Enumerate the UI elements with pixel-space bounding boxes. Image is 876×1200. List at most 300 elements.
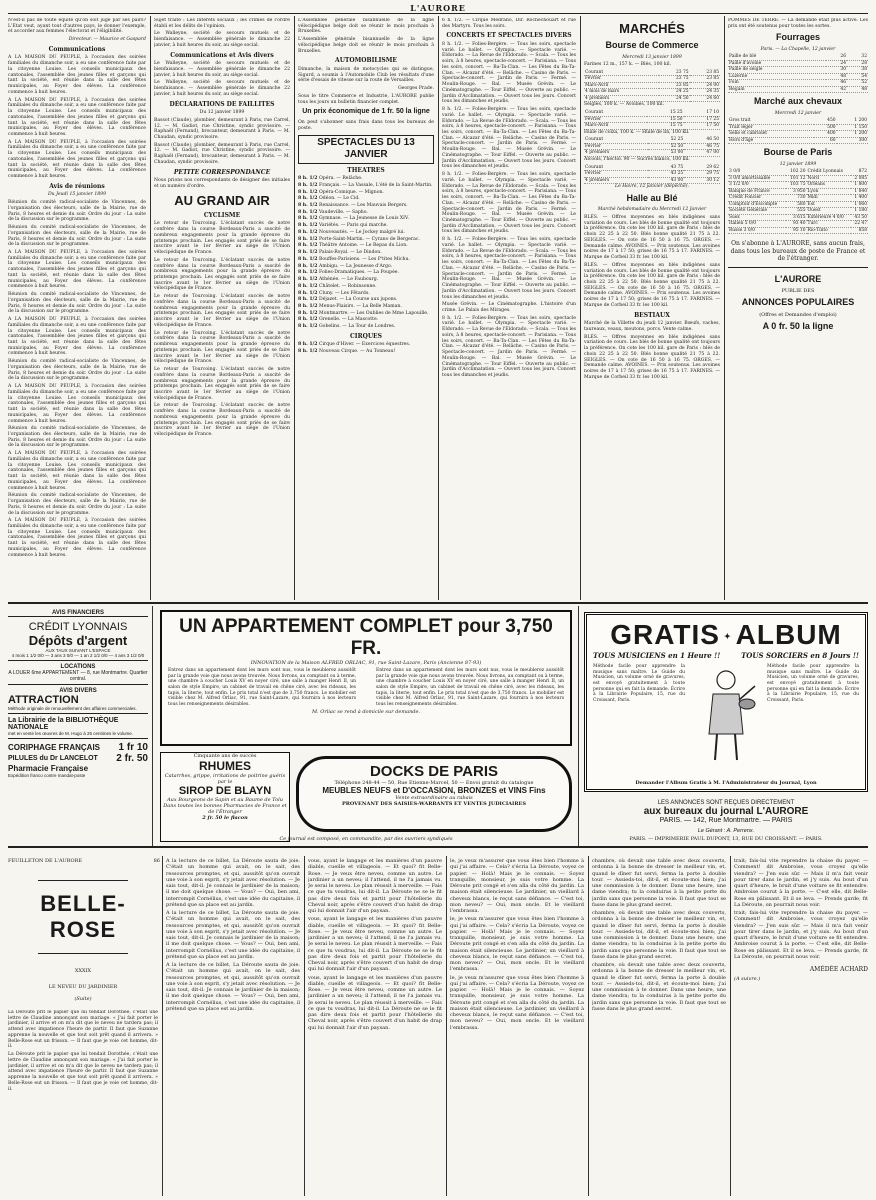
article-text: 8 h. 1/2. — Folies-Bergère. — Tous les soirs, spectacle varié. Le ballet. — Olympia. — Spectacle varié. — Eldorado. — La Revue de l'Eldorado. — Scala. — Tous les soirs, à 8 heures, spectacle-concert. — Parisiana. — Tous les soirs, concert. — Ba-Ta-Clan. — Les Fêtes du Ba-Ta-Clan. — Alcazar d'été. — Relâche. — Casino de Paris. — Spectacle-concert. — Jardin de Paris. — Fermé. — Moulin-Rouge. — Bal. — Musée Grévin. — Le Cinématographe. — Tour Eiffel. — Ouverte au public. — Jardin d'Acclimatation. — Ouvert tous les jours. Concert tous les dimanches et jeudis. bbox=[442, 172, 576, 235]
table-cell: 60 bbox=[814, 137, 836, 144]
table-cell: Selle et cabriolet bbox=[728, 131, 814, 138]
listing-time: 8 h. 1/2 bbox=[298, 223, 320, 229]
feuilleton-paragraph: chambre, où devait une table avec deux couverts, ordonna à la bonne de dresser le meilleur vin, et, quand le dîner fut servi, ferma la porte à double tour. — Assieds-toi, dit-il, et écoute-moi bien; j'ai une commission à te donner. Dans une heure, une dame viendra; tu la conduiras à la petite porte du jardin sans que personne la voie. Il faut que tout se fasse dans le plus grand secret. bbox=[592, 962, 726, 1012]
listing-text: Porte-Saint-Martin. — Cyrano de Bergerac. bbox=[319, 236, 420, 242]
listing-row bbox=[298, 257, 434, 263]
feuilleton-paragraph: A la lecture de ce billet, La Déroute sauta de joie. C'était un homme qui avait, on le sait, des ressources promptes, et qui, aussitôt qu'on ouvrait une voie à son esprit, s'y jetait avec résolution. — Je sais tout, dit-il. Je connais le jardinier de la maison; il me doit quelque chose. — Vous? — Oui, ben ami, interrompit Cornélius, c'est une idée du capitaine, il prétend que sa place est au jardin. bbox=[166, 962, 300, 1012]
table-cell: 24 00 bbox=[690, 82, 720, 89]
column-rule bbox=[446, 856, 447, 1196]
listing-row bbox=[298, 176, 434, 182]
section-heading: CYCLISME bbox=[203, 211, 241, 219]
listing-row bbox=[298, 203, 434, 209]
table-cell: 101 12 bbox=[786, 175, 806, 182]
librairie-ad: La Librairie de la BIBLIOTHÈQUE NATIONALE bbox=[8, 717, 119, 731]
alcools-table bbox=[584, 165, 720, 185]
table-cell: 95 10 bbox=[786, 227, 806, 234]
listing-row bbox=[298, 304, 434, 310]
column-rule bbox=[724, 16, 725, 600]
listing-time: 8 h. 1/2 bbox=[298, 182, 320, 188]
article-text: Réunion du comité radical-socialiste de Vincennes, de l'organisation des électeurs, salle de la Mairie, rue de Paris, 8 heures et demie du soir. Ordre du jour : La suite de la discussion sur le programme. bbox=[8, 292, 146, 315]
table-caption: Seigles, 100 k. — Avoines, 100 kil. bbox=[584, 102, 665, 108]
table-cell: 26 bbox=[826, 54, 847, 60]
article-text: Marché de la Villette du jeudi 12 janvier. Bœufs, vaches, taureaux, veaux, moutons, porcs. Vente calme. bbox=[584, 321, 720, 332]
table-cell: Mars-Avril bbox=[584, 82, 659, 89]
listing-time: 8 h. 1/2 bbox=[298, 243, 320, 249]
section-heading: Communications et Avis divers bbox=[170, 51, 274, 59]
article-text: BLÉS. — Offres moyennes en blés indigènes sans variation de cours. Les blés de bonne qualité ont toujours la préférence. On cote les 100 kil. gare de Paris : blés de choix 22 25 à 22 50. Blés bonne qualité 21 75 à 22. SEIGLES. — On cote de 16 50 à 16 75. ORGES. — Demande calme. AVOINES. — Prix soutenus. Les avoines noires de 17 à 17 50; grises de 16 75 à 17. FARINES. — Marque de Corbeil 33 fr. les 100 kil. bbox=[584, 262, 720, 308]
table-cell: 43 50 bbox=[851, 214, 868, 221]
listing-time: 8 h. 1/2 bbox=[298, 263, 320, 269]
article-text: Réunion du comité radical-socialiste de Vincennes, de l'organisation des électeurs, salle de la Mairie, rue de Paris, 8 heures et demie du soir. Ordre du jour : La suite de la discussion sur le programme. bbox=[8, 200, 146, 223]
docks-line2: Vente extraordinaire au rabais bbox=[395, 795, 473, 801]
section-rule bbox=[8, 846, 868, 848]
listing-row bbox=[298, 230, 434, 236]
table-cell: 30 12 bbox=[684, 177, 720, 184]
table-cell: Gros trait bbox=[728, 118, 814, 124]
table-cell: 24 50 bbox=[659, 95, 689, 102]
table-row bbox=[584, 177, 720, 184]
listing-text: Vaudeville. — Sapho. bbox=[319, 209, 368, 215]
appartement-body: Entrez dans un appartement dont les murs sont nus, vous le meublerez aussitôt par la grande voie que nous avons trouvée. Nous livrons, au comptant ou à terme, une chambre à coucher Louis XV en noyer ciré, une salle à manger Henri II, un salon de style Empire, un cabinet de travail en chêne ciré, avec les rideaux, les tapis, la literie, tout enfin. Le prix total n'est que de 3,750 francs. Le mobilier est visible chez M. Alfred Orliac, 91, rue Saint-Lazare, qui fournira à nos lecteurs tous les renseignements désirables. bbox=[376, 668, 564, 707]
feuilleton-paragraph: A la lecture de ce billet, La Déroute sauta de joie. C'était un homme qui avait, on le sait, des ressources promptes, et qui, aussitôt qu'on ouvrait une voie à son esprit, s'y jetait avec résolution. — Je sais tout, dit-il. Je connais le jardinier de la maison; il me doit quelque chose. — Vous? — Oui, ben ami, interrompit Cornélius, c'est une idée du capitaine, il prétend que sa place est au jardin. bbox=[166, 858, 300, 908]
column-rule bbox=[580, 16, 581, 600]
column-rule bbox=[578, 606, 579, 846]
appartement-ad bbox=[160, 610, 572, 746]
table-cell: Crédit Lyonnais bbox=[807, 169, 852, 175]
section-heading: Avis de réunions bbox=[49, 182, 105, 190]
table-cell: Rio-Tinto bbox=[807, 227, 852, 234]
rhumes-sub: Catarrhes, grippe, irritations de poitrine guéris par le bbox=[164, 773, 286, 785]
listing-time: 8 h. 1/2 bbox=[298, 283, 320, 289]
section-heading: PETITE CORRESPONDANCE bbox=[173, 168, 271, 176]
masthead bbox=[8, 2, 868, 14]
table-cell: 4 premiers bbox=[584, 177, 648, 184]
feuilleton-col-1 bbox=[8, 870, 158, 1180]
feuilleton-text bbox=[8, 1010, 158, 1180]
ornament-icon: ✦ bbox=[723, 632, 732, 642]
table-cell: 29 75 bbox=[684, 171, 720, 178]
attraction-ad: ATTRACTION bbox=[8, 694, 79, 706]
a-suivre: (A suivre.) bbox=[734, 975, 761, 982]
feuilleton-paragraph: trait; fais-lui vite reprendre la chaise du payer. — Comment! dit Ambroise, vous croyez qu'elle viendra? — J'en suis sûr. — Mais il m'a fait venir pour tirer dans le jardin, et j'y suis. Au bout d'un quart d'heure, le bruit d'une voiture se fit entendre. Ambroise courut à la porte. — C'est elle, dit Belle-Rose en pâlissant. Et il se leva. — Prends garde, fit La Déroute, on pourrait nous voir. bbox=[734, 858, 868, 908]
sirop-sub2: Dans toutes les bonnes Pharmacies de France et de l'Étranger bbox=[163, 803, 287, 815]
listing-time: 8 h. 1/2 bbox=[298, 256, 320, 262]
table-cell: 4 mois de mars bbox=[584, 89, 659, 96]
listing-time: 8 h. 1/2 bbox=[298, 317, 320, 323]
listing-row bbox=[298, 270, 434, 276]
gratis-body: Méthode facile pour apprendre la musique sans maître. Le Guide du Musicien, un volume orné de gravures, est envoyé gratuitement à toute personne qui en fait la demande. Écrire à la Librairie Populaire, 15, rue du Croissant, Paris. bbox=[593, 664, 685, 703]
section-date: Mercredi 13 janvier 1899 bbox=[622, 54, 682, 60]
table-cell: Midi bbox=[807, 195, 852, 202]
article-text: On peut s'abonner sans frais dans tous les bureaux de poste. bbox=[298, 120, 434, 131]
table-cell: 24 bbox=[826, 60, 847, 67]
section-date: Du 12 janvier 1899 bbox=[199, 110, 245, 116]
listing-time: 8 h. 1/2 bbox=[298, 176, 320, 182]
table-cell: 52 25 bbox=[648, 137, 684, 143]
halle-heading: Halle au Blé bbox=[626, 192, 678, 203]
table-cell: 2 085 bbox=[851, 175, 868, 182]
table-cell: Suez bbox=[728, 214, 786, 221]
table-cell: 54 bbox=[847, 73, 868, 80]
coriphage-ad: CORIPHAGE FRANÇAIS bbox=[8, 743, 101, 752]
table-cell: 103 75 bbox=[786, 182, 806, 189]
table-cell: 46 50 bbox=[684, 137, 720, 143]
listing-time: 8 h. 1/2 bbox=[298, 229, 320, 235]
listing-text: Montmartre. — Les Oublies de Mme Lapouille. bbox=[319, 310, 429, 316]
listing-text: Français. — La Vassale, L'été de la Saint-Martin. bbox=[319, 182, 433, 188]
attraction-sub: Méthode originale de renouvellement des affaires commerciales. bbox=[8, 706, 148, 714]
feuilleton-header bbox=[8, 858, 160, 864]
table-cell: 32 bbox=[847, 54, 868, 60]
listing-time: 8 h. 1/2 bbox=[298, 349, 320, 355]
annonces-l2: aux bureaux du journal L'AURORE bbox=[643, 806, 809, 817]
suite-label: (Suite) bbox=[74, 996, 92, 1002]
table-cell: Banque de France bbox=[728, 188, 786, 195]
column-1 bbox=[8, 18, 146, 600]
feuilleton-label: FEUILLETON DE L'AURORE bbox=[8, 858, 83, 864]
listing-text: Palais-Royal. — Le Dindon. bbox=[319, 250, 382, 256]
docks-line3: PROVENANT DES SAISIES-WARRANTS ET VENTES JUDICIAIRES bbox=[342, 801, 526, 807]
colophon: Ce journal est composé, en commandite, par des ouvriers syndiqués bbox=[279, 836, 453, 842]
table-cell: 15 25 bbox=[647, 110, 683, 116]
listing-time: 8 h. 1/2 bbox=[298, 310, 320, 316]
article-text: A LA MAISON DU PEUPLE, à l'occasion des soirées familiales du dimanche soir, a eu une conférence faite par la citoyenne Louise. Les conseils municipaux des cantonales, l'assemblée des jeunes filles et garçons qui tant la société, est réunie dans la salle des fêtes municipales, au Foyer des élèves. La conférence commence à huit heures. bbox=[8, 97, 146, 137]
listing-time: 8 h. 1/2 bbox=[298, 236, 320, 242]
table-cell: Paille d'avoine bbox=[728, 60, 826, 67]
article-text: Le retour de Tourcoing. L'éclatant succès de notre confrère dans la course Bordeaux-Paris a suscité de nombreux engagements pour la grande épreuve du printemps prochain. Les engagés sont priés de se faire inscrire avant le 1er février au siège de l'Union vélocipédique de France. bbox=[154, 257, 290, 292]
table-cell: 1 800 bbox=[851, 182, 868, 189]
article-text: Nous prions nos correspondants de désigner des initiales et un numéro d'ordre. bbox=[154, 178, 290, 189]
table-cell: 42 bbox=[826, 86, 847, 93]
table-cell: 3 950 bbox=[786, 188, 806, 195]
table-cell: 555 bbox=[786, 208, 806, 215]
article-text: N'est-il pas de toute équité qu'on soit jugé par ses pairs? L'Etat veut, ayant tout d'autres pays, le donner l'exemple, et accorder aux femmes l'électorat et l'éligibilité. bbox=[8, 18, 146, 35]
article-text: Réunion du comité radical-socialiste de Vincennes, de l'organisation des électeurs, salle de la Mairie, rue de Paris, 8 heures et demie du soir. Ordre du jour : La suite de la discussion sur le programme. bbox=[8, 426, 146, 449]
article-text: Le Walleyne, société de secours mutuels et de bienfaisance. — Assemblée générale le dimanche 22 janvier, à huit heures du soir, au siège social. bbox=[154, 31, 290, 48]
promo-heading: Un prix économique de 1 fr. 50 la ligne bbox=[302, 108, 430, 116]
listing-row bbox=[298, 317, 434, 323]
table-row bbox=[584, 150, 720, 157]
listing-time: 8 h. 1/2 bbox=[298, 303, 320, 309]
pharmacie-sub: Expédition franco contre mandat-poste bbox=[8, 773, 86, 778]
listing-text: Folies-Dramatiques. — La Poupée. bbox=[319, 270, 399, 276]
table-cell: Regain bbox=[728, 86, 826, 93]
listing-row bbox=[298, 324, 434, 330]
listing-text: Variétés. — Paris qui marche. bbox=[319, 223, 388, 229]
table-cell: 46 bbox=[826, 80, 847, 87]
article-text: Le retour de Tourcoing. L'éclatant succès de notre confrère dans la course Bordeaux-Paris a suscité de nombreux engagements pour la grande épreuve du printemps prochain. Les engagés sont priés de se faire inscrire avant le 1er février au siège de l'Union vélocipédique de France. bbox=[154, 367, 290, 401]
article-text: POMMES DE TERRE. — La demande était plus active. Les prix ont été soutenus pour toutes les sortes. bbox=[728, 18, 868, 29]
location-ad: A LOUER 6me APPARTEMENT — 8, rue Montmartre. Quartier central. bbox=[8, 670, 148, 685]
section-heading: BESTIAUX bbox=[634, 311, 670, 319]
table-cell: 23 85 bbox=[659, 82, 689, 89]
table-cell: 1 840 bbox=[851, 188, 868, 195]
column-rule bbox=[730, 856, 731, 1196]
table-cell: Crédit Foncier bbox=[728, 195, 786, 202]
table-cell: Courant bbox=[584, 137, 648, 143]
pilules-ad: PILULES du Dr LANCELOT bbox=[8, 755, 98, 762]
table-cell: 23 75 bbox=[659, 76, 689, 83]
article-text: 8 h. 1/2. — Folies-Bergère. — Tous les soirs, spectacle varié. Le ballet. — Olympia. — Spectacle varié. — Eldorado. — La Revue de l'Eldorado. — Scala. — Tous les soirs, à 8 heures, spectacle-concert. — Parisiana. — Tous les soirs, concert. — Ba-Ta-Clan. — Les Fêtes du Ba-Ta-Clan. — Alcazar d'été. — Relâche. — Casino de Paris. — Spectacle-concert. — Jardin de Paris. — Fermé. — Moulin-Rouge. — Bal. — Musée Grévin. — Le Cinématographe. — Tour Eiffel. — Ouverte au public. — Jardin d'Acclimatation. — Ouvert tous les jours. Concert tous les dimanches et jeudis. bbox=[442, 237, 576, 300]
article-text: 8 h. 1/2. — Folies-Bergère. — Tous les soirs, spectacle varié. Le ballet. — Olympia. — Spectacle varié. — Eldorado. — La Revue de l'Eldorado. — Scala. — Tous les soirs, à 8 heures, spectacle-concert. — Parisiana. — Tous les soirs, concert. — Ba-Ta-Clan. — Les Fêtes du Ba-Ta-Clan. — Alcazar d'été. — Relâche. — Casino de Paris. — Spectacle-concert. — Jardin de Paris. — Fermé. — Moulin-Rouge. — Bal. — Musée Grévin. — Le Cinématographe. — Tour Eiffel. — Ouverte au public. — Jardin d'Acclimatation. — Ouvert tous les jours. Concert tous les dimanches et jeudis. bbox=[442, 107, 576, 170]
table-cell: 3 1/2 0/0 bbox=[728, 182, 786, 189]
table-cell: 1 200 bbox=[837, 118, 868, 124]
table-cell: 47 00 bbox=[684, 150, 720, 157]
gratis-footer: Demander l'Album Gratis à M. l'Administrateur du Journal, Lyon bbox=[635, 780, 817, 786]
table-cell: 46 75 bbox=[684, 143, 720, 150]
chevaux-heading: Marché aux chevaux bbox=[753, 96, 843, 107]
section-heading: LOCATIONS bbox=[60, 664, 96, 670]
gratis-album-ad bbox=[584, 612, 868, 792]
annonces-populaires: ANNONCES POPULAIRES bbox=[741, 297, 855, 308]
table-row bbox=[728, 86, 868, 93]
table-cell: 858 bbox=[851, 227, 868, 234]
credit-lyonnais: CRÉDIT LYONNAIS bbox=[28, 621, 128, 633]
table-cell: 450 bbox=[814, 118, 836, 124]
gratis-sub2: TOUS SORCIERS en 8 Jours !! bbox=[741, 651, 859, 660]
table-cell: 23 85 bbox=[690, 76, 720, 83]
table-cell: 43 75 bbox=[648, 165, 684, 171]
table-cell: Foin bbox=[728, 80, 826, 87]
section-date: Paris. — La Chapelle, 12 janvier bbox=[760, 46, 836, 52]
listing-text: Opéra-Comique. — Mignon. bbox=[319, 189, 384, 195]
feuilleton-col-4 bbox=[450, 858, 584, 1196]
listing-row bbox=[298, 284, 434, 290]
table-cell: 22 47 bbox=[851, 221, 868, 228]
listing-time: 8 h. 1/2 bbox=[298, 342, 320, 348]
article-text: A LA MAISON DU PEUPLE, à l'occasion des soirées familiales du dimanche soir, a eu une conférence faite par la citoyenne Louise. Les conseils municipaux des cantonales, l'assemblée des jeunes filles et garçons qui tant la société, est réunie dans la salle des fêtes municipales, au Foyer des élèves. La conférence commence à huit heures. bbox=[8, 451, 146, 491]
appartement-body: Entrez dans un appartement dont les murs sont nus, vous le meublerez aussitôt par la grande voie que nous avons trouvée. Nous livrons, au comptant ou à terme, une chambre à coucher Louis XV en noyer ciré, une salle à manger Henri II, un salon de style Empire, un cabinet de travail en chêne ciré, avec les rideaux, les tapis, la literie, tout enfin. Le prix total n'est que de 3,750 francs. Le mobilier est visible chez M. Alfred Orliac, 91, rue Saint-Lazare, qui fournira à nos lecteurs tous les renseignements désirables. bbox=[168, 668, 356, 707]
feuilleton-paragraph: La Déroute prit le papier que lui tendait Dorothée, c'était une lettre de Claudine annonçant son mariage. « J'ai fait porter le jardinier, il arrive et on m'a dit que le neveu ne tardera pas; il attend avec impatience l'heure de partir. Il faut que Suzanne apprenne la nouvelle et que tout soit prêt quand il arrivera. » Belle-Rose eut un frisson. — Il faut que je voie cet homme, dit-il. bbox=[8, 1052, 158, 1092]
feuilleton-paragraph: vous, ayant le langage et les manières d'un pauvre diable, cueille et villageois. — Et quoi? fit Belle-Rose. — Je veux être neveu, comme un autre. Le jardinier a un neveu; il l'attend, il ne l'a jamais vu. Je serai le neveu. Le plan réussit à merveille. — Fais ce que tu voudras, lui dit-il. La Déroute ne se le fit pas dire deux fois et partit pour l'hôtellerie du Cheval noir, après s'être couvert d'un habit de drap qui lui donnait l'air d'un paysan. bbox=[308, 858, 442, 914]
table-cell: Extérieure 4 0/0 bbox=[807, 214, 852, 221]
table-cell: 4 premiers bbox=[584, 150, 648, 157]
table-cell: 1 180 bbox=[851, 208, 868, 215]
table-cell: 23 75 bbox=[659, 70, 689, 76]
section-heading: CIRQUES bbox=[350, 332, 382, 340]
article-text: A LA MAISON DU PEUPLE, à l'occasion des soirées familiales du dimanche soir, a eu une conférence faite par la citoyenne Louise. Les conseils municipaux des cantonales, l'assemblée des jeunes filles et garçons qui tant la société, est réunie dans la salle des fêtes municipales, au Foyer des élèves. La conférence commence à huit heures. bbox=[8, 518, 146, 558]
table-row bbox=[728, 227, 868, 234]
listing-time: 8 h. 1/2 bbox=[298, 216, 320, 222]
column-rule bbox=[150, 16, 151, 600]
signature: Georges Prade. bbox=[398, 86, 434, 92]
bourse-paris-heading: Bourse de Paris bbox=[763, 147, 833, 158]
table-cell: 43 25 bbox=[648, 171, 684, 178]
listing-time: 8 h. 1/2 bbox=[298, 189, 320, 195]
docks-address: Téléphone 248-44 — 50, Rue Etienne-Marcel, 50 — Envoi gratuit du catalogue bbox=[334, 780, 534, 786]
pilules-price: 2 fr. 50 bbox=[116, 753, 148, 764]
listing-row bbox=[298, 297, 434, 303]
article-text: Dimanche, la maison de motocycles qui se distingue, Sigurd, a soumis à l'Automobile Club les résultats d'une série d'essais de vitesse sur la route de Versailles. bbox=[298, 66, 434, 84]
listing-text: Renaissance. — Les Mauvais Bergers. bbox=[319, 202, 408, 208]
listing-time: 8 h. 1/2 bbox=[298, 250, 320, 256]
article-text: Sous le titre Commerce et Industrie, L'AURORE publie tous les jours un bulletin financier complet. bbox=[298, 93, 434, 105]
section-heading: AVIS DIVERS bbox=[59, 688, 97, 694]
appartement-title: UN APPARTEMENT COMPLET pour 3,750 FR. bbox=[179, 616, 553, 659]
section-rule bbox=[8, 602, 868, 604]
table-cell: 48 bbox=[847, 86, 868, 93]
column-3 bbox=[298, 18, 434, 600]
chevaux-table bbox=[728, 118, 868, 144]
offres-text: (Offres et Demandes d'emploi) bbox=[759, 311, 837, 318]
section-heading: AVIS FINANCIERS bbox=[8, 610, 148, 617]
article-text: Le retour de Tourcoing. L'éclatant succès de notre confrère dans la course Bordeaux-Paris a suscité de nombreux engagements pour la grande épreuve du printemps prochain. Les engagés sont priés de se faire inscrire avant le 1er février au siège de l'Union vélocipédique de France. bbox=[154, 330, 290, 365]
table-cell: 28 bbox=[847, 60, 868, 67]
section-date: Du Jeudi 15 janvier 1899 bbox=[47, 192, 107, 198]
article-text: A LA MAISON DU PEUPLE, à l'occasion des soirées familiales du dimanche soir, a eu une conférence faite par la citoyenne Louise. Les conseils municipaux des cantonales, l'assemblée des jeunes filles et garçons qui tant la société, est réunie dans la salle des fêtes municipales, au Foyer des élèves. La conférence commence à huit heures. bbox=[8, 249, 146, 290]
table-cell: Luzerne bbox=[728, 73, 826, 80]
column-rule bbox=[304, 856, 305, 1196]
article-text: Le retour de Tourcoing. L'éclatant succès de notre confrère dans la course Bordeaux-Paris a suscité de nombreux engagements pour la grande épreuve du printemps prochain. Les engagés sont priés de se faire inscrire avant le 1er février au siège de l'Union vélocipédique de France. bbox=[154, 294, 290, 328]
table-caption: Farines 12 m., 157 k. — Blés, 100 kil. bbox=[584, 62, 672, 68]
marches-heading: MARCHÉS bbox=[619, 21, 685, 36]
column-6 bbox=[728, 18, 868, 600]
table-cell: 24 60 bbox=[690, 95, 720, 102]
au-grand-air-heading: AU GRAND AIR bbox=[174, 192, 270, 208]
table-cell: 15 50 bbox=[647, 116, 683, 123]
listing-row bbox=[298, 291, 434, 297]
article-text: 8 h. 1/2. — Folies-Bergère. — Tous les soirs, spectacle varié. Le ballet. — Olympia. — Spectacle varié. — Eldorado. — La Revue de l'Eldorado. — Scala. — Tous les soirs, à 8 heures, spectacle-concert. — Parisiana. — Tous les soirs, concert. — Ba-Ta-Clan. — Les Fêtes du Ba-Ta-Clan. — Alcazar d'été. — Relâche. — Casino de Paris. — Spectacle-concert. — Jardin de Paris. — Fermé. — Moulin-Rouge. — Bal. — Musée Grévin. — Le Cinématographe. — Tour Eiffel. — Ouverte au public. — Jardin d'Acclimatation. — Ouvert tous les jours. Concert tous les dimanches et jeudis. bbox=[442, 315, 576, 379]
table-cell: 23 85 bbox=[690, 70, 720, 76]
feuilleton-paragraph: chambre, où devait une table avec deux couverts, ordonna à la bonne de dresser le meilleur vin, et, quand le dîner fut servi, ferma la porte à double tour. — Assieds-toi, dit-il, et écoute-moi bien; j'ai une commission à te donner. Dans une heure, une dame viendra; tu la conduiras à la petite porte du jardin sans que personne la voie. Il faut que tout se fasse dans le plus grand secret. bbox=[592, 910, 726, 960]
table-cell: 1 200 bbox=[837, 131, 868, 138]
table-cell: 17 10 bbox=[684, 110, 720, 116]
aurore-heading: L'AURORE bbox=[774, 273, 822, 284]
table-cell: Mars-Avril bbox=[584, 123, 647, 130]
table-cell: 400 bbox=[814, 131, 836, 138]
section-date: 12 janvier 1899 bbox=[779, 161, 817, 167]
table-cell: Orléans bbox=[807, 182, 852, 189]
table-cell: 1 400 bbox=[851, 195, 868, 202]
listing-text: Odéon. — Le Cid. bbox=[319, 196, 360, 202]
column-rule bbox=[438, 16, 439, 600]
gerant: Le Gérant : A. Perrenx. bbox=[697, 828, 755, 834]
table-cell: Paille de seigle bbox=[728, 67, 826, 74]
gratis-word: GRATIS bbox=[610, 619, 720, 650]
feuilleton-title: BELLE-ROSE bbox=[40, 891, 126, 942]
appartement-sign: M. Orliac se rend à domicile sur demande. bbox=[311, 709, 421, 716]
docks-ad bbox=[296, 756, 572, 832]
article-text: A LA MAISON DU PEUPLE, à l'occasion des soirées familiales du dimanche soir, a eu une conférence faite par la citoyenne Louise. Les conseils municipaux des cantonales, l'assemblée des jeunes filles et garçons qui tant la société, est réunie dans la salle des fêtes municipales, au Foyer des élèves. La conférence commence à huit heures. bbox=[8, 55, 146, 95]
listing-time: 8 h. 1/2 bbox=[298, 297, 320, 303]
bourse-commerce-heading: Bourse de Commerce bbox=[605, 40, 699, 51]
table-cell: 500 bbox=[814, 124, 836, 131]
listing-text: Grenelle. — La Mascotte. bbox=[319, 317, 379, 323]
table-cell: Courant bbox=[584, 110, 647, 116]
theatres-list bbox=[298, 176, 434, 330]
listing-row bbox=[298, 210, 434, 216]
table-cell: Février bbox=[584, 116, 647, 123]
listing-row bbox=[298, 190, 434, 196]
listing-text: Athénée. — Le Faubourg. bbox=[319, 277, 379, 283]
listing-time: 8 h. 1/2 bbox=[298, 277, 320, 283]
article-text: 8 h. 1/2. — Folies-Bergère. — Tous les soirs, spectacle varié. Le ballet. — Olympia. — Spectacle varié. — Eldorado. — La Revue de l'Eldorado. — Scala. — Tous les soirs, à 8 heures, spectacle-concert. — Parisiana. — Tous les soirs, concert. — Ba-Ta-Clan. — Les Fêtes du Ba-Ta-Clan. — Alcazar d'été. — Relâche. — Casino de Paris. — Spectacle-concert. — Jardin de Paris. — Fermé. — Moulin-Rouge. — Bal. — Musée Grévin. — Le Cinématographe. — Tour Eiffel. — Ouverte au public. — Jardin d'Acclimatation. — Ouvert tous les jours. Concert tous les dimanches et jeudis. bbox=[442, 41, 576, 105]
listing-row bbox=[298, 196, 434, 202]
article-text: 6 h. 1/2. — Cirque Medrano, Dir. Rochechouart et rue des Martyrs. Tous les soirs. bbox=[442, 18, 576, 29]
table-cell: Trait léger bbox=[728, 124, 814, 131]
column-2 bbox=[154, 18, 290, 600]
table-cell: Courant bbox=[584, 165, 648, 171]
listing-row bbox=[298, 183, 434, 189]
librairie-sub: met en vente les œuvres de M. Hugo à 25 centimes le volume. bbox=[8, 731, 148, 739]
table-cell: 30 bbox=[826, 67, 847, 74]
feuilleton-paragraph: le, je veux m'assurer que vous êtes bien l'homme à qui j'ai affaire. — Cela? s'écria La Déroute, voyez ce papier. — Holà! Mais je le connais. — Soyez tranquille, monsieur, je suis votre homme. La Déroute prit congé et s'en alla du côté du jardin. La maison était silencieuse. Le jardinier, un vieillard à cheveux blancs, le reçut sans défiance. — C'est toi, mon neveu? — Oui, mon oncle. Et le vieillard l'embrassa. bbox=[450, 916, 584, 973]
table-cell: 1 150 bbox=[837, 124, 868, 131]
table-cell: Courant bbox=[584, 70, 659, 76]
appartement-sub: INNOVATION de la Maison ALFRED ORLIAC, 91, rue Saint-Lazare, Paris (Ancienne 87-93) bbox=[250, 660, 482, 666]
sirop-sub: Aux Bourgeons de Sapin et au Baume de Tolu bbox=[167, 797, 283, 803]
table-cell: 3 615 bbox=[786, 214, 806, 221]
table-cell: 3 0/0 bbox=[728, 169, 786, 175]
table-row bbox=[728, 137, 868, 144]
section-date: Marché hebdomadaire du Mercredi 12 Janvier bbox=[597, 207, 707, 213]
listing-row bbox=[298, 311, 434, 317]
listing-time: 8 h. 1/2 bbox=[298, 196, 320, 202]
annonces-l3: PARIS. — 142, Rue Montmartre. — PARIS bbox=[659, 817, 793, 824]
listing-text: Déjazet. — La Course aux jupons. bbox=[319, 297, 398, 303]
listing-row bbox=[298, 243, 434, 249]
table-cell: 93 40 bbox=[786, 221, 806, 228]
table-cell: Février bbox=[584, 143, 648, 150]
listing-text: Gymnase. — La Jeunesse de Louis XIV. bbox=[319, 216, 409, 222]
feuilleton-paragraph: A la lecture de ce billet, La Déroute sauta de joie. C'était un homme qui avait, on le sait, des ressources promptes, et qui, aussitôt qu'on ouvrait une voie à son esprit, s'y jetait avec résolution. — Je sais tout, dit-il. Je connais le jardinier de la maison; il me doit quelque chose. — Vous? — Oui, ben ami, interrompit Cornélius, c'est une idée du capitaine, il prétend que sa place est au jardin. bbox=[166, 910, 300, 960]
farines-table bbox=[584, 70, 720, 103]
table-cell: Russe 3 0/0 bbox=[728, 227, 786, 234]
listing-text: Menus-Plaisirs. — La Belle Maman. bbox=[319, 303, 402, 309]
section-heading: THEATRES bbox=[347, 166, 385, 174]
table-cell: 24 25 bbox=[659, 89, 689, 96]
column-rule bbox=[162, 856, 163, 1196]
listing-text: Cirque d'Hiver. — Exercices équestres. bbox=[319, 342, 411, 348]
article-text: Le retour de Tourcoing. L'éclatant succès de notre confrère dans la course Bordeaux-Paris a suscité de nombreux engagements pour la grande épreuve du printemps prochain. Les engagés sont priés de se faire inscrire avant le 1er février au siège de l'Union vélocipédique de France. bbox=[154, 221, 290, 256]
coriphage-price: 1 fr 10 bbox=[118, 742, 148, 753]
feuilleton-col-6 bbox=[734, 858, 868, 1196]
feuilleton-paragraph: trait; fais-lui vite reprendre la chaise du payer. — Comment! dit Ambroise, vous croyez qu'elle viendra? — J'en suis sûr. — Mais il m'a fait venir pour tirer dans le jardin, et j'y suis. Au bout d'un quart d'heure, le bruit d'une voiture se fit entendre. Ambroise courut à la porte. — C'est elle, dit Belle-Rose en pâlissant. Et il se leva. — Prends garde, fit La Déroute, on pourrait nous voir. bbox=[734, 910, 868, 960]
feuilleton-author: AMÉDÉE ACHARD bbox=[809, 966, 868, 973]
price-line: A 0 fr. 50 la ligne bbox=[762, 320, 834, 331]
table-cell: Société Générale bbox=[728, 208, 786, 215]
table-cell: 17 50 bbox=[684, 123, 720, 130]
article-text: BLÉS. — Offres moyennes en blés indigènes sans variation de cours. Les blés de bonne qualité ont toujours la préférence. On cote les 100 kil. gare de Paris : blés de choix 22 25 à 22 50. Blés bonne qualité 21 75 à 22. SEIGLES. — On cote de 16 50 à 16 75. ORGES. — Demande calme. AVOINES. — Prix soutenus. Les avoines noires de 17 à 17 50; grises de 16 75 à 17. FARINES. — Marque de Corbeil 33 fr. les 100 kil. bbox=[584, 334, 720, 380]
listing-time: 8 h. 1/2 bbox=[298, 270, 320, 276]
table-cell: 52 bbox=[847, 80, 868, 87]
table-cell: 53 00 bbox=[648, 150, 684, 157]
annonces-l1: LES ANNONCES SONT REÇUES DIRECTEMENT bbox=[657, 800, 795, 806]
article-text: Réunion du comité radical-socialiste de Vincennes, de l'organisation des électeurs, salle de la Mairie, rue de Paris, 8 heures et demie du soir. Ordre du jour : La suite de la discussion sur le programme. bbox=[8, 493, 146, 516]
listing-text: Opéra. — Relâche. bbox=[319, 176, 363, 182]
musician-illustration bbox=[691, 664, 761, 764]
table-cell: 102 20 bbox=[786, 169, 806, 175]
section-heading: CONCERTS ET SPECTACLES DIVERS bbox=[446, 32, 572, 40]
column-rule bbox=[588, 856, 589, 1196]
table-cell: 1 060 bbox=[851, 201, 868, 208]
article-text: Musée Grévin. — Le Cinématographe. L'histoire d'un crime. Le Palais des Mirages. bbox=[442, 302, 576, 314]
havre-line: Le Havre, 12 janvier (dépêche). bbox=[615, 184, 689, 190]
column-5 bbox=[584, 18, 720, 600]
chapter-title: LE NEVEU DU JARDINIER bbox=[48, 984, 118, 990]
column-rule bbox=[294, 16, 295, 600]
left-ads bbox=[8, 610, 148, 778]
table-cell: Turc bbox=[807, 221, 852, 228]
article-text: L'Assemblée générale bisannuelle de la ligne vélocipédique belge doit se réunir le mois prochain à Bruxelles. bbox=[298, 18, 434, 35]
table-cell: 24 35 bbox=[690, 89, 720, 96]
huiles-table bbox=[584, 137, 720, 157]
listing-row bbox=[298, 342, 434, 348]
article-text: L'Assemblée générale bisannuelle de la ligne vélocipédique belge doit se réunir le mois prochain à Bruxelles. bbox=[298, 37, 434, 54]
section-date: Mercredi 12 janvier bbox=[774, 110, 822, 116]
table-cell: 43 00 bbox=[648, 177, 684, 184]
column-rule bbox=[152, 606, 153, 846]
